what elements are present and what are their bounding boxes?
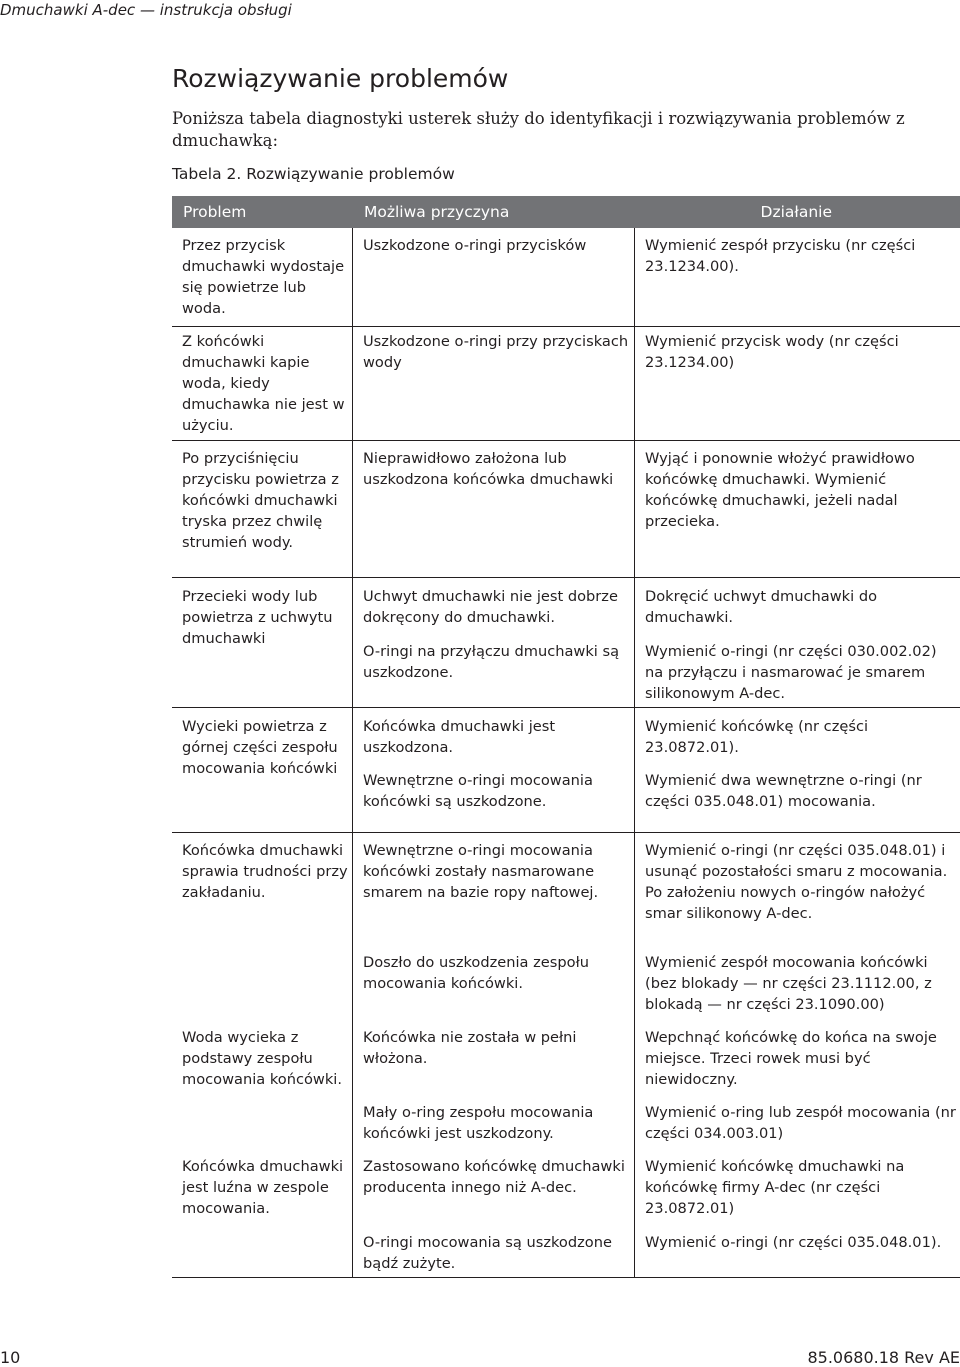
- table-cell-cause: O-ringi na przyłączu dmuchawki są uszkodzone.: [363, 643, 620, 681]
- table-cell-problem: Przez przycisk dmuchawki wydostaje się powietrze lub woda.: [182, 237, 345, 317]
- row-separator: [172, 832, 960, 833]
- table-cell-cause: Uchwyt dmuchawki nie jest dobrze dokręcony do dmuchawki.: [363, 588, 618, 626]
- page-title: Rozwiązywanie problemów: [172, 64, 509, 93]
- table-cell-cause: Wewnętrzne o-ringi mocowania końcówki są uszkodzone.: [363, 772, 593, 810]
- table-bottom-border: [172, 1277, 960, 1278]
- table-cell-cause: Uszkodzone o-ringi przy przyciskach wody: [363, 333, 629, 371]
- table-cell-action: Wyjąć i ponownie włożyć prawidłowo końcówkę dmuchawki. Wymienić końcówkę dmuchawki, jeżeli nadal przecieka.: [645, 450, 915, 530]
- table-cell-problem: Końcówka dmuchawki jest luźna w zespole mocowania.: [182, 1158, 344, 1217]
- table-cell-problem: Z końcówki dmuchawki kapie woda, kiedy dmuchawka nie jest w użyciu.: [182, 333, 345, 434]
- table-cell-action: Wymienić o-ringi (nr części 035.048.01).: [645, 1234, 942, 1251]
- table-cell-action: Wepchnąć końcówkę do końca na swoje miejsce. Trzeci rowek musi być niewidoczny.: [645, 1029, 937, 1088]
- table-cell-cause: Doszło do uszkodzenia zespołu mocowania końcówki.: [363, 954, 589, 992]
- table-cell-action: Dokręcić uchwyt dmuchawki do dmuchawki.: [645, 588, 878, 626]
- table-caption: Tabela 2. Rozwiązywanie problemów: [172, 165, 455, 183]
- table-cell-problem: Wycieki powietrza z górnej części zespołu mocowania końcówki: [182, 718, 338, 777]
- header-problem: Problem: [183, 203, 247, 221]
- row-separator: [172, 577, 960, 578]
- row-separator: [172, 707, 960, 708]
- table-cell-cause: Końcówka dmuchawki jest uszkodzona.: [363, 718, 556, 756]
- header-cause: Możliwa przyczyna: [364, 203, 510, 221]
- table-cell-action: Wymienić końcówkę (nr części 23.0872.01).: [645, 718, 869, 756]
- table-cell-problem: Przecieki wody lub powietrza z uchwytu dmuchawki: [182, 588, 333, 647]
- table-cell-cause: Wewnętrzne o-ringi mocowania końcówki zostały nasmarowane smarem na bazie ropy naftowej.: [363, 842, 599, 901]
- header-action: Działanie: [760, 203, 832, 221]
- table-cell-action: Wymienić zespół mocowania końcówki (bez blokady — nr części 23.1112.00, z blokadą — nr części 23.1090.00): [645, 954, 932, 1013]
- table-cell-action: Wymienić dwa wewnętrzne o-ringi (nr części 035.048.01) mocowania.: [645, 772, 922, 810]
- intro-paragraph: Poniższa tabela diagnostyki usterek służy do identyfikacji i rozwiązywania problemów z dmuchawką:: [172, 109, 905, 150]
- table-cell-problem: Po przyciśnięciu przycisku powietrza z końcówki dmuchawki tryska przez chwilę strumień wody.: [182, 450, 339, 551]
- running-head: Dmuchawki A-dec — instrukcja obsługi: [0, 1, 292, 19]
- table-cell-action: Wymienić zespół przycisku (nr części 23.1234.00).: [645, 237, 916, 275]
- row-separator: [172, 326, 960, 327]
- table-cell-problem: Woda wycieka z podstawy zespołu mocowania końcówki.: [182, 1029, 343, 1088]
- table-cell-action: Wymienić o-ring lub zespół mocowania (nr części 034.003.01): [645, 1104, 956, 1142]
- column-divider-2: [634, 228, 635, 1278]
- table-cell-action: Wymienić o-ringi (nr części 035.048.01) i usunąć pozostałości smaru z mocowania. Po założeniu nowych o-ringów nałożyć smar silikonowy A-dec.: [645, 842, 948, 922]
- page-number: 10: [0, 1348, 21, 1367]
- table-cell-action: Wymienić przycisk wody (nr części 23.1234.00): [645, 333, 899, 371]
- row-separator: [172, 440, 960, 441]
- table-cell-cause: Uszkodzone o-ringi przycisków: [363, 237, 587, 254]
- table-cell-action: Wymienić końcówkę dmuchawki na końcówkę firmy A-dec (nr części 23.0872.01): [645, 1158, 905, 1217]
- table-cell-cause: Mały o-ring zespołu mocowania końcówki jest uszkodzony.: [363, 1104, 594, 1142]
- table-header: [172, 196, 960, 228]
- table-cell-problem: Końcówka dmuchawki sprawia trudności przy zakładaniu.: [182, 842, 348, 901]
- column-divider-1: [352, 228, 353, 1278]
- table-cell-cause: Nieprawidłowo założona lub uszkodzona końcówka dmuchawki: [363, 450, 614, 488]
- document-number: 85.0680.18 Rev AE: [807, 1348, 960, 1367]
- table-cell-cause: Zastosowano końcówkę dmuchawki producenta innego niż A-dec.: [363, 1158, 625, 1196]
- table-cell-cause: Końcówka nie została w pełni włożona.: [363, 1029, 577, 1067]
- table-cell-cause: O-ringi mocowania są uszkodzone bądź zużyte.: [363, 1234, 612, 1272]
- table-cell-action: Wymienić o-ringi (nr części 030.002.02) na przyłączu i nasmarować je smarem silikonowym A-dec.: [645, 643, 937, 702]
